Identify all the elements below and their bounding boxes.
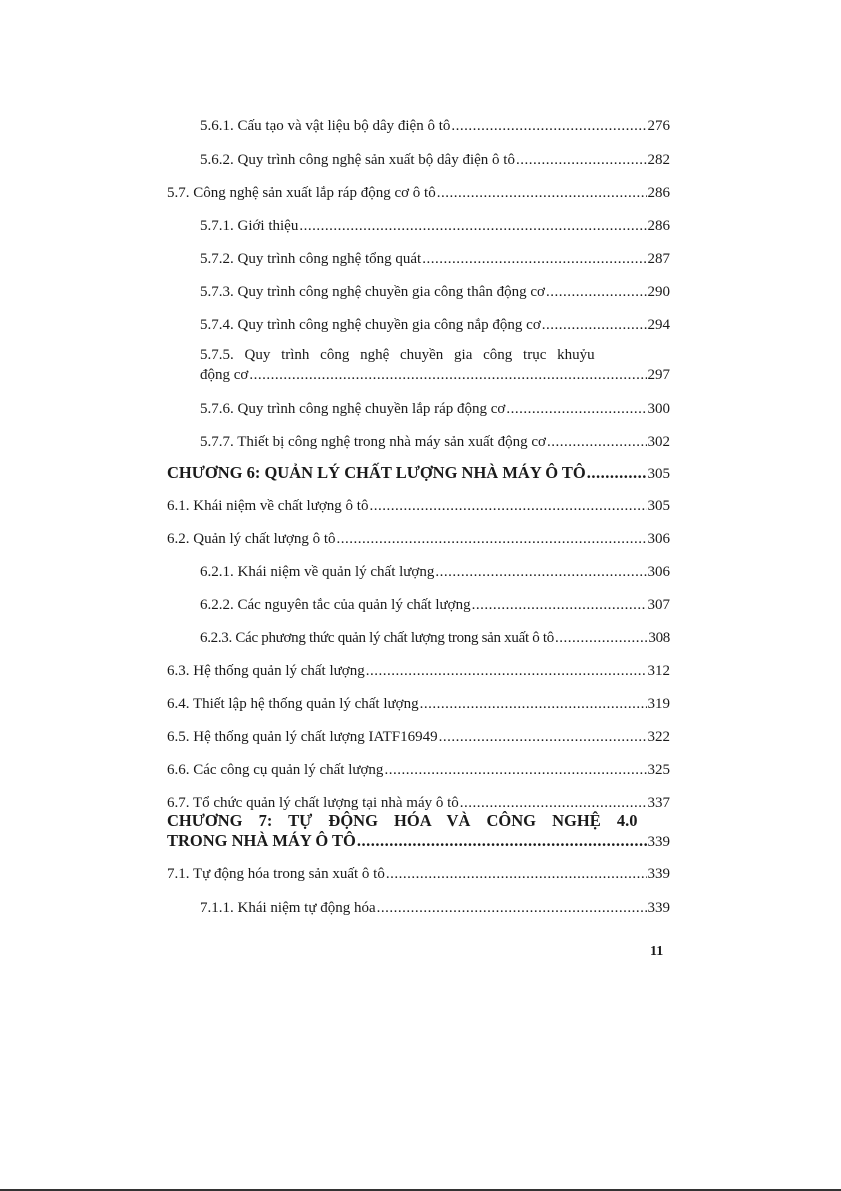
- dot-leader: [472, 596, 647, 614]
- toc-entry-title: 6.1. Khái niệm về chất lượng ô tô: [167, 498, 369, 514]
- toc-entry-title: 6.2. Quản lý chất lượng ô tô: [167, 531, 336, 547]
- dot-leader: [366, 662, 647, 680]
- toc-entry-title: 6.2.1. Khái niệm về quản lý chất lượng: [200, 564, 435, 580]
- dot-leader: [357, 832, 647, 850]
- dot-leader: [384, 761, 646, 779]
- dot-leader: [516, 151, 647, 169]
- toc-entry-title: 5.7.6. Quy trình công nghệ chuyền lắp ráp động cơ: [200, 401, 506, 417]
- toc-entry-page: 302: [647, 434, 670, 450]
- toc-entry[interactable]: [200, 217, 670, 235]
- toc-entry[interactable]: [167, 728, 670, 746]
- dot-leader: [546, 283, 647, 301]
- toc-entry-page: 305: [647, 498, 670, 514]
- toc-entry-page: 308: [648, 630, 670, 646]
- toc-entry-page: 290: [647, 284, 670, 300]
- toc-chapter-entry[interactable]: [167, 832, 670, 851]
- toc-entry[interactable]: [200, 563, 670, 581]
- toc-entry-page: 339: [647, 900, 670, 916]
- dot-leader: [386, 865, 647, 883]
- toc-chapter-title: CHƯƠNG 6: QUẢN LÝ CHẤT LƯỢNG NHÀ MÁY Ô TÔ: [167, 463, 586, 482]
- toc-chapter-title-line1: CHƯƠNG 7: TỰ ĐỘNG HÓA VÀ CÔNG NGHỆ 4.0: [167, 811, 638, 830]
- toc-entry-title: 5.7.4. Quy trình công nghệ chuyền gia công nắp động cơ: [200, 317, 541, 333]
- toc-entry-title-line1: 5.7.5. Quy trình công nghệ chuyền gia công trục khuỷu: [200, 347, 595, 363]
- toc-entry-page: 306: [647, 531, 670, 547]
- toc-entry[interactable]: [200, 433, 670, 451]
- toc-entry-page: 306: [647, 564, 670, 580]
- toc-entry-title: 6.5. Hệ thống quản lý chất lượng IATF16949: [167, 729, 438, 745]
- toc-entry-page: 339: [647, 866, 670, 882]
- toc-entry-title: 5.6.2. Quy trình công nghệ sản xuất bộ dây điện ô tô: [200, 152, 515, 168]
- dot-leader: [555, 629, 647, 647]
- dot-leader: [506, 400, 646, 418]
- toc-entry[interactable]: [167, 794, 670, 812]
- dot-leader: [377, 899, 647, 917]
- toc-entry-title: 7.1. Tự động hóa trong sản xuất ô tô: [167, 866, 385, 882]
- dot-leader: [460, 794, 647, 812]
- dot-leader: [422, 250, 646, 268]
- dot-leader: [249, 366, 646, 384]
- toc-entry-page: 300: [647, 401, 670, 417]
- toc-entry[interactable]: [167, 497, 670, 515]
- dot-leader: [587, 464, 647, 482]
- toc-entry[interactable]: [167, 761, 670, 779]
- toc-entry-title: 6.4. Thiết lập hệ thống quản lý chất lượng: [167, 696, 419, 712]
- toc-entry-page: 294: [647, 317, 670, 333]
- toc-entry-title: 6.2.3. Các phương thức quản lý chất lượng trong sản xuất ô tô: [200, 630, 554, 646]
- toc-chapter-title: TRONG NHÀ MÁY Ô TÔ: [167, 831, 356, 850]
- dot-leader: [542, 316, 647, 334]
- toc-entry[interactable]: [167, 184, 670, 202]
- toc-entry-title: 5.7.7. Thiết bị công nghệ trong nhà máy sản xuất động cơ: [200, 434, 546, 450]
- dot-leader: [451, 117, 646, 135]
- toc-entry-title: động cơ: [200, 367, 249, 383]
- toc-entry[interactable]: [200, 899, 670, 917]
- toc-entry-title: 5.7.3. Quy trình công nghệ chuyền gia công thân động cơ: [200, 284, 545, 300]
- dot-leader: [435, 563, 646, 581]
- toc-entry-page: 337: [647, 795, 670, 811]
- toc-entry[interactable]: [200, 151, 670, 169]
- toc-entry-title: 5.7. Công nghệ sản xuất lắp ráp động cơ ô tô: [167, 185, 436, 201]
- toc-entry-page: 325: [647, 762, 670, 778]
- toc-entry[interactable]: [200, 316, 670, 334]
- toc-entry-page: 339: [647, 834, 670, 850]
- toc-entry-title: 6.3. Hệ thống quản lý chất lượng: [167, 663, 365, 679]
- toc-entry-page: 307: [647, 597, 670, 613]
- dot-leader: [299, 217, 646, 235]
- dot-leader: [437, 184, 647, 202]
- toc-entry[interactable]: [200, 250, 670, 268]
- toc-entry[interactable]: [200, 596, 670, 614]
- toc-entry-title: 5.7.2. Quy trình công nghệ tổng quát: [200, 251, 422, 267]
- toc-entry-page: 287: [647, 251, 670, 267]
- toc-entry-title: 6.6. Các công cụ quản lý chất lượng: [167, 762, 384, 778]
- dot-leader: [420, 695, 647, 713]
- toc-entry[interactable]: [167, 530, 670, 548]
- toc-entry[interactable]: [167, 662, 670, 680]
- toc-entry-page: 319: [647, 696, 670, 712]
- toc-entry[interactable]: [200, 629, 670, 647]
- toc-entry[interactable]: [200, 117, 670, 135]
- toc-chapter-entry[interactable]: [167, 464, 670, 483]
- toc-entry[interactable]: [167, 865, 670, 883]
- page-number: 11: [650, 944, 664, 959]
- toc-entry-page: 276: [647, 118, 670, 134]
- dot-leader: [439, 728, 647, 746]
- toc-entry-page: 322: [647, 729, 670, 745]
- toc-entry[interactable]: [167, 695, 670, 713]
- toc-entry[interactable]: [200, 366, 670, 384]
- toc-entry-page: 286: [647, 218, 670, 234]
- toc-entry[interactable]: [200, 400, 670, 418]
- toc-entry-title: 7.1.1. Khái niệm tự động hóa: [200, 900, 376, 916]
- dot-leader: [337, 530, 647, 548]
- toc-entry-page: 282: [647, 152, 670, 168]
- toc-entry-title: 5.7.1. Giới thiệu: [200, 218, 299, 234]
- toc-entry[interactable]: [200, 283, 670, 301]
- dot-leader: [547, 433, 647, 451]
- toc-entry-page: 297: [647, 367, 670, 383]
- toc-entry-page: 286: [647, 185, 670, 201]
- toc-entry-title: 6.7. Tổ chức quản lý chất lượng tại nhà máy ô tô: [167, 795, 459, 811]
- toc-entry-page: 312: [647, 663, 670, 679]
- toc-entry-title: 6.2.2. Các nguyên tắc của quản lý chất lượng: [200, 597, 471, 613]
- dot-leader: [369, 497, 646, 515]
- toc-entry-page: 305: [647, 466, 670, 482]
- toc-entry-title: 5.6.1. Cấu tạo và vật liệu bộ dây điện ô tô: [200, 118, 451, 134]
